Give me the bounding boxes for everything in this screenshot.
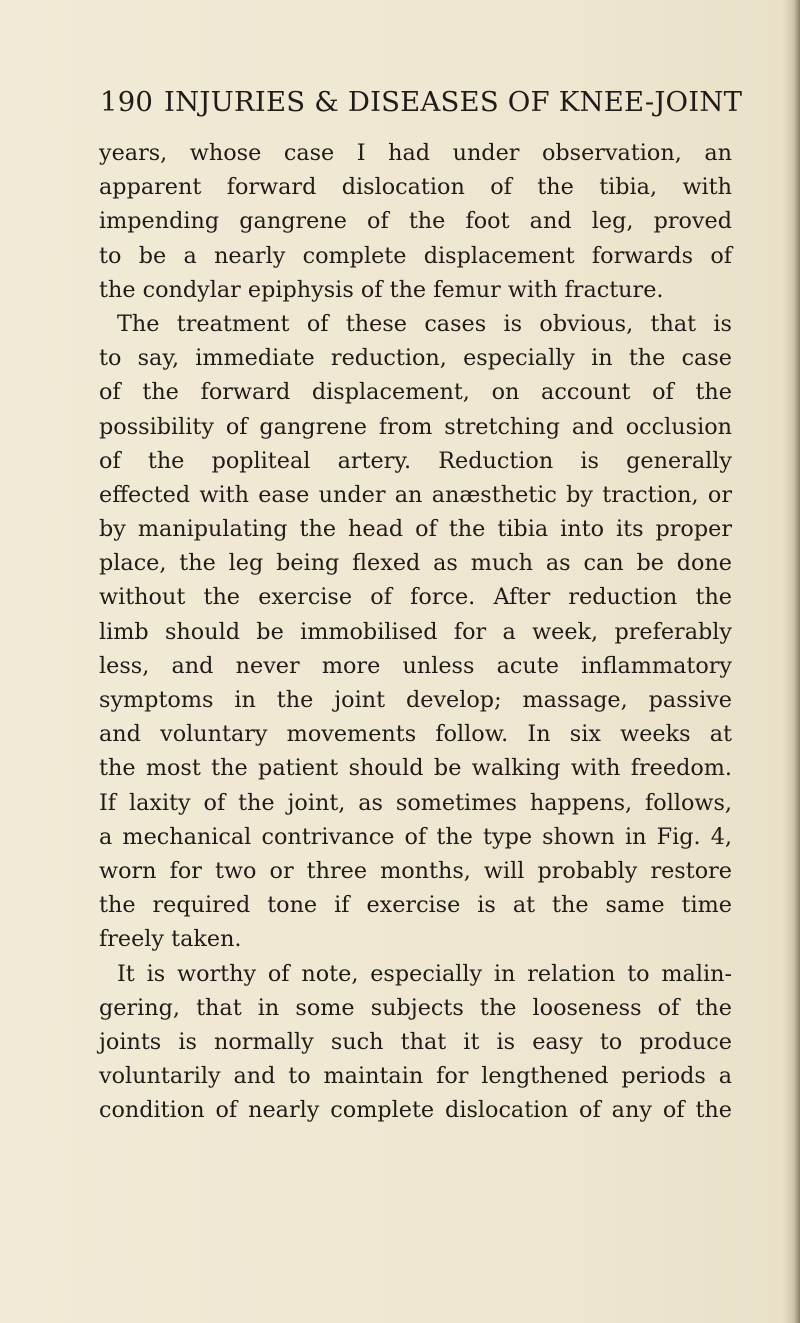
text-line: to be a nearly complete displacement forwards of [99,242,732,269]
text-line: and voluntary movements follow. In six weeks at [99,721,732,748]
text-line: limb should be immobilised for a week, preferably [99,618,732,645]
text-line: The treatment of these cases is obvious, that is [117,310,732,337]
text-line: impending gangrene of the foot and leg, proved [99,208,732,235]
text-line: of the forward displacement, on account of the [99,379,732,406]
text-line: the most the patient should be walking with freedom. [99,755,732,782]
running-header [100,86,750,118]
text-line: the condylar epiphysis of the femur with fracture. [99,276,664,303]
text-line: condition of nearly complete dislocation of any of the [99,1097,732,1124]
page-number: 190 [100,86,154,118]
body-text [99,136,732,1127]
text-line: joints is normally such that it is easy to produce [99,1028,732,1055]
text-line: less, and never more unless acute inflammatory [99,652,732,679]
text-line: without the exercise of force. After reduction the [99,584,732,611]
running-title: INJURIES & DISEASES OF KNEE-JOINT [164,86,743,118]
text-line: place, the leg being flexed as much as can be done [99,550,732,577]
text-line: by manipulating the head of the tibia into its proper [99,516,732,543]
text-line: voluntarily and to maintain for lengthened periods a [99,1063,732,1090]
text-line: gering, that in some subjects the looseness of the [99,994,732,1021]
text-line: worn for two or three months, will probably restore [99,857,732,884]
text-line: symptoms in the joint develop; massage, passive [99,687,732,713]
text-line: freely taken. [99,926,242,953]
text-line: of the popliteal artery. Reduction is generally [99,447,732,474]
text-line: a mechanical contrivance of the type shown in Fig. 4, [99,823,732,850]
text-line: possibility of gangrene from stretching and occlusion [99,413,732,440]
text-line: It is worthy of note, especially in relation to malin- [117,960,732,987]
text-line: to say, immediate reduction, especially in the case [99,345,732,372]
text-line: years, whose case I had under observation, an [99,140,732,166]
text-line: apparent forward dislocation of the tibia, with [99,174,732,201]
page-edge-shadow [782,0,800,1323]
text-line: the required tone if exercise is at the same time [99,892,732,919]
text-line: If laxity of the joint, as sometimes happens, follows, [99,789,732,816]
text-line: effected with ease under an anæsthetic by traction, or [99,481,732,508]
